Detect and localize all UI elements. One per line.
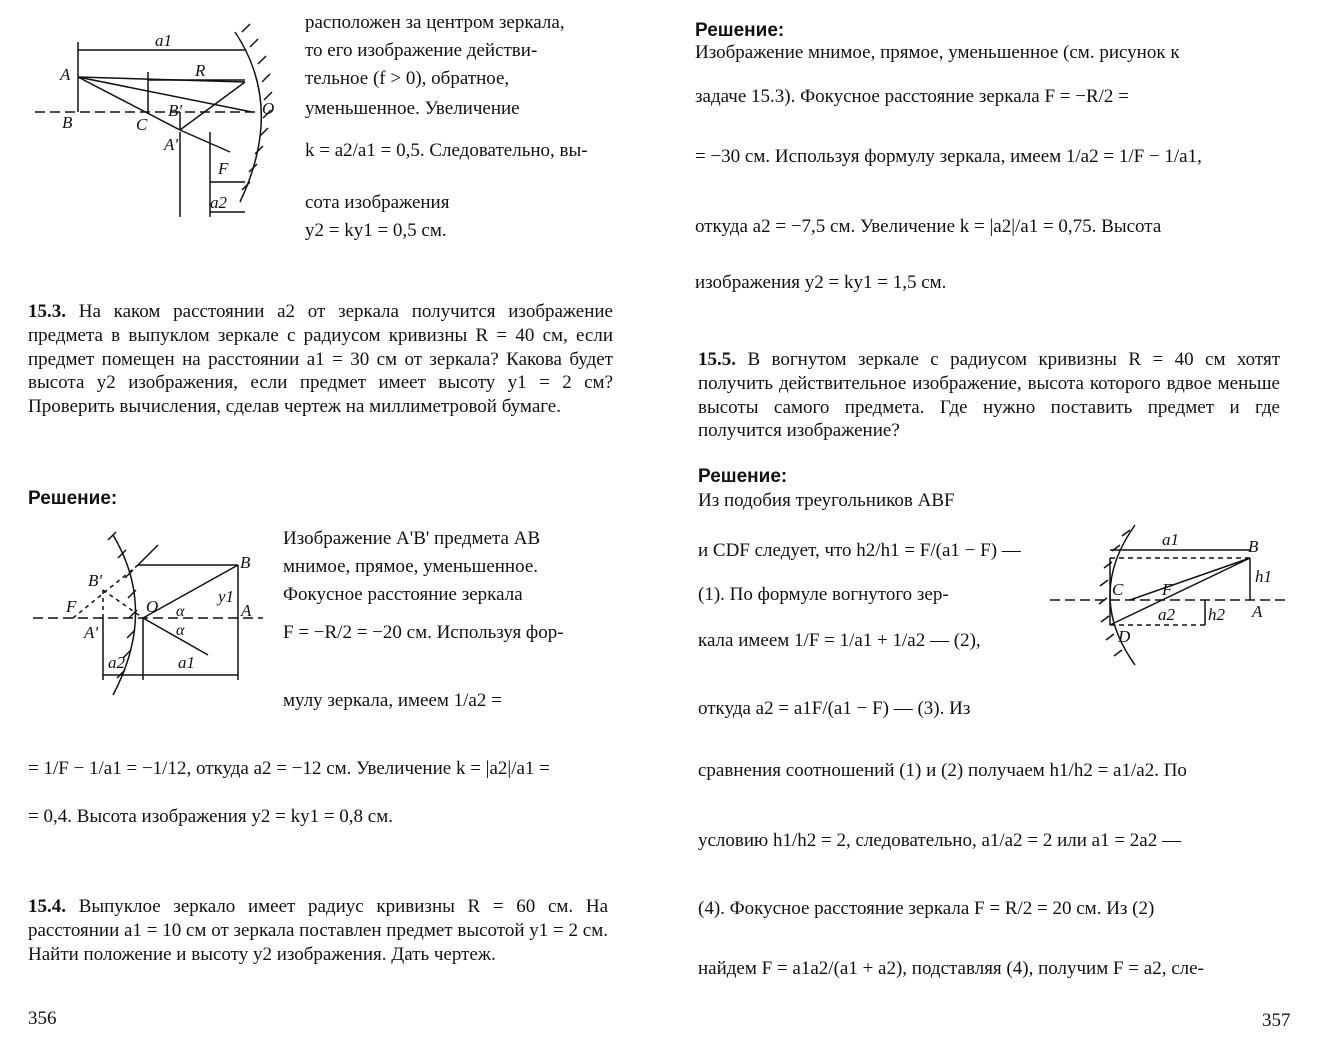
fig3-label-a1: a1 xyxy=(1162,530,1179,549)
solution-label-right-1: Решение: xyxy=(695,20,785,41)
figure-convex-mirror-ray-diagram xyxy=(28,520,288,705)
fig1-label-F: F xyxy=(218,159,229,178)
fig2-label-a1: a1 xyxy=(178,653,195,672)
sol153-line-2: мнимое, прямое, уменьшенное. xyxy=(283,556,538,577)
problem-15-3-label: 15.3. xyxy=(28,301,66,322)
sol155-line-9: найдем F = a1a2/(a1 + a2), подставляя (4), получим F = a2, сле- xyxy=(698,958,1204,979)
sol154-line-3: = −30 см. Используя формулу зеркала, имеем 1/a2 = 1/F − 1/a1, xyxy=(695,146,1202,167)
sol155-line-7: условию h1/h2 = 2, следовательно, a1/a2 = 2 или a1 = 2a2 — xyxy=(698,830,1181,851)
fig1-label-B: B xyxy=(62,113,73,132)
fig3-label-B: B xyxy=(1248,537,1259,556)
problem-15-5-label: 15.5. xyxy=(698,349,736,370)
top-para-line-2: то его изображение действи- xyxy=(305,40,538,61)
sol155-line-6: сравнения соотношений (1) и (2) получаем h1/h2 = a1/a2. По xyxy=(698,760,1187,781)
figure-concave-mirror-triangles xyxy=(1050,520,1290,670)
sol154-line-2: задаче 15.3). Фокусное расстояние зеркала F = −R/2 = xyxy=(695,86,1129,107)
sol154-line-4: откуда a2 = −7,5 см. Увеличение k = |a2|/a1 = 0,75. Высота xyxy=(695,216,1162,237)
fig2-label-a2: a2 xyxy=(108,653,125,672)
fig2-label-A: A xyxy=(241,601,252,620)
sol153-line-7: = 0,4. Высота изображения y2 = ky1 = 0,8 см. xyxy=(28,806,393,827)
page-number-right: 357 xyxy=(1262,1010,1291,1031)
top-para-line-4: уменьшенное. Увеличение xyxy=(305,98,520,119)
problem-15-4-text: Выпуклое зеркало имеет радиус кривизны R = 60 см. На расстоянии a1 = 10 см от зеркала поставлен предмет высотой y1 = 2 см. Найти положение и высоту y2 изображения. Дать чертеж. xyxy=(28,896,608,965)
problem-15-4-label: 15.4. xyxy=(28,896,66,917)
solution-label-left: Решение: xyxy=(28,488,118,509)
fig2-label-F: F xyxy=(66,597,77,616)
sol153-line-5: мулу зеркала, имеем 1/a2 = xyxy=(283,690,502,711)
sol153-line-1: Изображение A'B' предмета AB xyxy=(283,528,541,549)
problem-15-4 xyxy=(28,895,608,966)
top-para-line-5: k = a2/a1 = 0,5. Следовательно, вы- xyxy=(305,140,588,161)
fig3-label-C: C xyxy=(1112,580,1124,599)
fig2-label-O: O xyxy=(146,597,159,616)
sol153-line-4: F = −R/2 = −20 см. Используя фор- xyxy=(283,622,564,643)
fig3-label-h2: h2 xyxy=(1208,605,1225,624)
fig1-label-O: O xyxy=(262,99,275,118)
fig2-label-alpha-2: α xyxy=(176,622,185,639)
sol155-line-8: (4). Фокусное расстояние зеркала F = R/2 = 20 см. Из (2) xyxy=(698,898,1155,919)
fig1-label-B-prime: B' xyxy=(168,101,183,120)
sol155-line-4: кала имеем 1/F = 1/a1 + 1/a2 — (2), xyxy=(698,630,981,651)
top-para-line-6: сота изображения xyxy=(305,192,450,213)
problem-15-3-text: На каком расстоянии a2 от зеркала получится изображение предмета в выпуклом зеркале с радиусом кривизны R = 40 см, если предмет помещен на расстоянии a1 = 30 см от зеркала? Какова будет высота y2 изображения, если предмет имеет высоту y1 = 2 см? Проверить вычисления, сделав чертеж на миллиметровой бумаге. xyxy=(28,301,613,417)
problem-15-5-text: В вогнутом зеркале с радиусом кривизны R = 40 см хотят получить действительное изображение, высота которого вдвое меньше высоты самого предмета. Где нужно поставить предмет и где получится изображение? xyxy=(698,349,1281,442)
fig2-label-B: B xyxy=(240,553,251,572)
fig3-label-F: F xyxy=(1162,580,1173,599)
sol155-line-2: и CDF следует, что h2/h1 = F/(a1 − F) — xyxy=(698,540,1021,561)
fig2-label-y1: y1 xyxy=(218,587,235,606)
sol155-line-3: (1). По формуле вогнутого зер- xyxy=(698,584,949,605)
fig1-label-a1: a1 xyxy=(155,31,172,50)
sol154-line-5: изображения y2 = ky1 = 1,5 см. xyxy=(695,272,947,293)
fig2-label-B-prime: B' xyxy=(88,571,103,590)
sol155-line-5: откуда a2 = a1F/(a1 − F) — (3). Из xyxy=(698,698,971,719)
fig1-label-A-prime: A' xyxy=(164,135,179,154)
fig3-label-A: A xyxy=(1252,602,1263,621)
problem-15-5 xyxy=(698,348,1280,443)
problem-15-3 xyxy=(28,300,613,419)
fig2-label-A-prime: A' xyxy=(84,623,99,642)
fig1-label-a2: a2 xyxy=(210,193,227,212)
figure-concave-mirror-ray-diagram xyxy=(30,2,300,232)
sol153-line-3: Фокусное расстояние зеркала xyxy=(283,584,523,605)
fig1-label-C: C xyxy=(136,115,148,134)
fig1-label-R: R xyxy=(195,61,206,80)
top-para-line-1: расположен за центром зеркала, xyxy=(305,12,565,33)
fig3-label-D: D xyxy=(1118,627,1131,646)
fig1-label-A: A xyxy=(60,65,71,84)
fig2-label-alpha-1: α xyxy=(176,603,185,620)
sol153-line-6: = 1/F − 1/a1 = −1/12, откуда a2 = −12 см. Увеличение k = |a2|/a1 = xyxy=(28,758,550,779)
page-number-left: 356 xyxy=(28,1008,57,1029)
top-para-line-3: тельное (f > 0), обратное, xyxy=(305,68,510,89)
fig3-label-h1: h1 xyxy=(1255,567,1272,586)
fig3-label-a2: a2 xyxy=(1158,605,1175,624)
solution-label-right-2: Решение: xyxy=(698,466,788,487)
sol154-line-1: Изображение мнимое, прямое, уменьшенное (см. рисунок к xyxy=(695,42,1180,63)
sol155-line-1: Из подобия треугольников ABF xyxy=(698,490,955,511)
top-para-line-7: y2 = ky1 = 0,5 см. xyxy=(305,220,447,241)
